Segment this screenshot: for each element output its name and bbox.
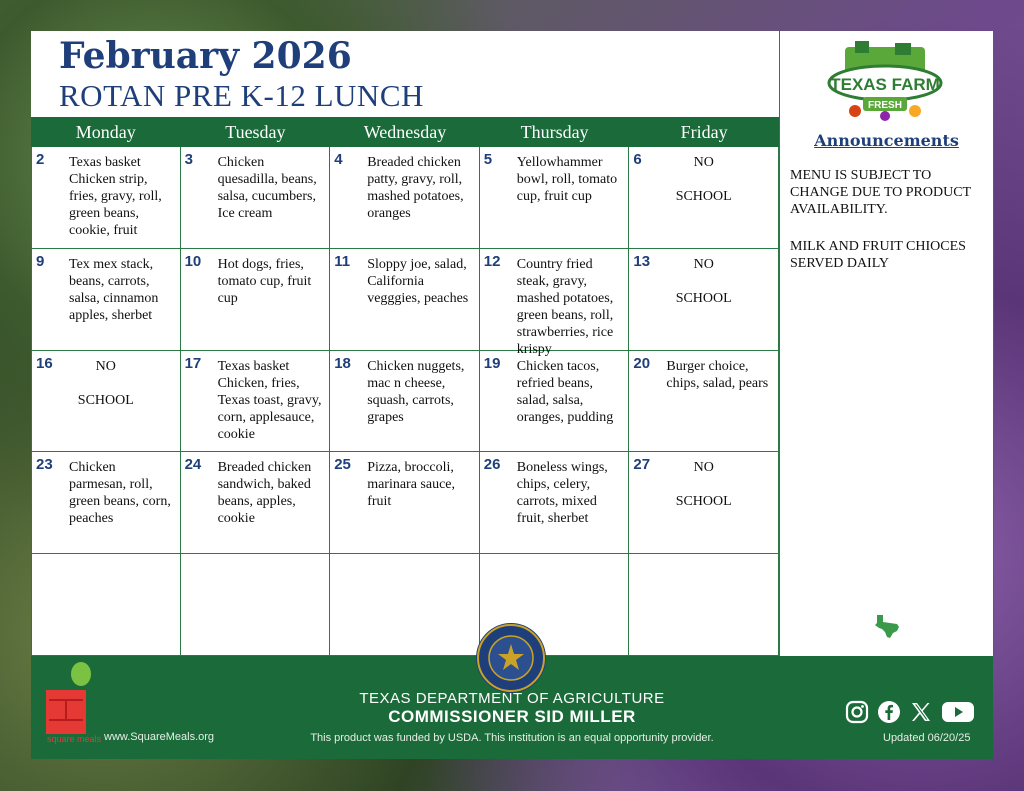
svg-text:TEXAS FARM: TEXAS FARM [830,75,940,94]
announcement-menu-subject: MENU IS SUBJECT TO CHANGE DUE TO PRODUCT AVAILABILITY. [790,168,971,217]
calendar-header [31,31,779,117]
menu-items: Yellowhammer bowl, roll, tomato cup, fruit cup [516,155,618,204]
announcement-milk-fruit: MILK AND FRUIT CHIOCES SERVED DAILY [790,239,966,271]
menu-title: ROTAN PRE K-12 LUNCH [59,78,424,113]
texas-agriculture-seal [475,622,547,694]
updated-date: Updated 06/20/25 [883,732,971,744]
menu-items: Hot dogs, fries, tomato cup, fruit cup [217,256,312,306]
weekday-tuesday: Tuesday [225,122,286,142]
day-cell [330,351,480,453]
weekday-wednesday: Wednesday [363,122,447,142]
day-cell [31,147,181,249]
announcements-title: Announcements [814,131,959,150]
no-school-line2: SCHOOL [77,392,134,408]
no-school-line2: SCHOOL [675,494,732,510]
day-number: 18 [334,354,351,372]
day-number: 26 [483,456,501,474]
day-cell [181,452,331,554]
agency-name: TEXAS DEPARTMENT OF AGRICULTURE [359,690,665,707]
texas-shape-icon [873,613,901,639]
day-cell [181,249,331,351]
calendar-grid [31,147,779,656]
menu-items: Breaded chicken patty, gravy, roll, mashed potatoes, oranges [367,155,464,221]
day-number: 13 [633,252,651,270]
day-number: 24 [184,456,202,474]
menu-items: Breaded chicken sandwich, baked beans, apples, cookie [217,460,312,527]
weekday-header-row [31,117,779,147]
day-cell [629,147,779,249]
menu-items: Burger choice, chips, salad, pears [666,358,769,391]
menu-calendar-sheet [31,31,993,759]
day-cell [629,249,779,351]
no-school-line1: NO [693,460,714,476]
day-cell [480,147,630,249]
day-cell [480,249,630,357]
no-school-note [653,459,754,510]
menu-items: Sloppy joe, salad, California vegggies, peaches [367,256,469,306]
day-cell [181,351,331,453]
day-number: 27 [633,456,651,474]
menu-items: Country fried steak, gravy, mashed potatoes, green beans, roll, strawberries, rice krispy [516,256,614,357]
menu-items: Chicken parmesan, roll, green beans, corn, peaches [69,460,171,527]
funding-statement: This product was funded by USDA. This institution is an equal opportunity provider. [310,732,714,744]
squaremeals-url[interactable]: www.SquareMeals.org [104,731,215,743]
weekday-thursday: Thursday [520,122,589,142]
day-number: 10 [184,252,202,270]
empty-day-cell [181,554,331,656]
menu-items: Chicken nuggets, mac n cheese, squash, carrots, grapes [367,358,465,425]
menu-items: Chicken quesadilla, beans, salsa, cucumbers, Ice cream [217,155,317,221]
no-school-note [653,256,754,307]
day-number: 6 [633,151,642,168]
month-title: February 2026 [59,35,352,77]
day-cell [31,452,181,554]
menu-items: Tex mex stack, beans, carrots, salsa, cinnamon apples, sherbet [69,256,159,323]
youtube-icon[interactable] [941,700,975,729]
menu-items: Boneless wings, chips, celery, carrots, mixed fruit, sherbet [516,460,608,527]
no-school-line2: SCHOOL [675,189,732,204]
day-cell [31,249,181,351]
day-number: 2 [36,151,45,168]
day-number: 4 [334,151,343,168]
day-number: 17 [184,354,202,372]
weekday-friday: Friday [680,122,728,142]
day-cell [330,249,480,351]
empty-day-cell [629,554,779,656]
menu-items: Texas basket Chicken, fries, Texas toast, gravy, corn, applesauce, cookie [217,358,322,442]
day-number: 12 [483,252,501,270]
announcements-sidebar [779,31,994,656]
day-number: 16 [36,354,53,372]
day-cell [629,351,779,453]
weekday-monday: Monday [75,122,136,142]
day-number: 19 [483,354,501,372]
day-number: 25 [334,456,351,474]
footer-band [31,656,993,759]
menu-items: Texas basket Chicken strip, fries, gravy, roll, green beans, cookie, fruit [69,155,162,238]
x-icon[interactable] [909,700,933,729]
day-number: 20 [633,354,651,372]
no-school-line1: NO [693,155,714,170]
day-cell [330,452,480,554]
day-cell [181,147,331,249]
instagram-icon[interactable] [845,700,869,729]
menu-items: Chicken tacos, refried beans, salad, salsa, oranges, pudding [516,358,614,425]
menu-items: Pizza, broccoli, marinara sauce, fruit [367,460,456,510]
no-school-note [56,358,156,409]
empty-day-cell [31,554,181,656]
day-number: 5 [483,151,493,168]
day-cell [31,351,181,453]
day-number: 3 [184,151,193,168]
svg-text:square meals: square meals [47,734,102,744]
texas-farm-fresh-logo [825,41,945,121]
no-school-line1: NO [693,256,714,272]
day-cell [480,351,630,453]
day-number: 11 [334,252,351,270]
social-icons [845,700,975,729]
no-school-line1: NO [95,358,116,374]
svg-text:FRESH: FRESH [868,100,902,111]
day-cell [480,452,630,554]
no-school-note [653,154,754,205]
day-number: 9 [36,252,45,270]
day-cell [330,147,480,249]
day-number: 23 [36,456,53,474]
facebook-icon[interactable] [877,700,901,729]
commissioner-name: COMMISSIONER SID MILLER [388,707,636,726]
no-school-line2: SCHOOL [675,290,732,306]
day-cell [629,452,779,554]
empty-day-cell [330,554,480,656]
